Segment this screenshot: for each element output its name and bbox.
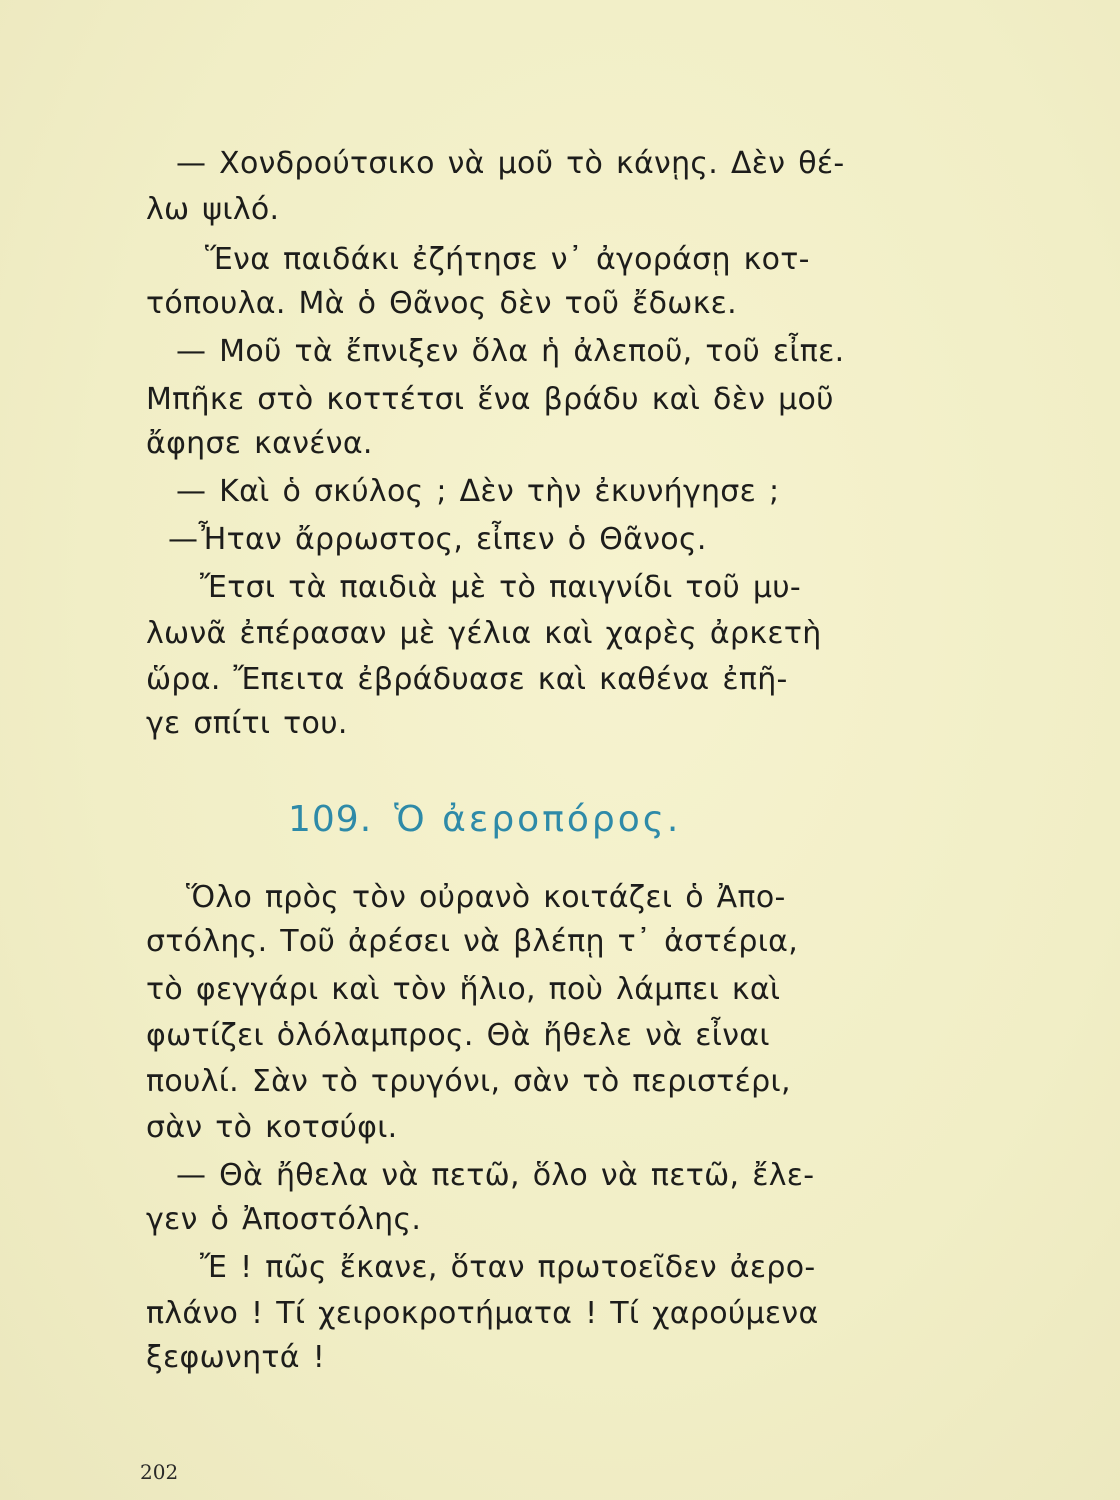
page-number: 202 <box>140 1460 179 1484</box>
text-line: — Θὰ ἤθελα νὰ πετῶ, ὅλο νὰ πετῶ, ἔλε- <box>176 1158 815 1193</box>
text-line: — Χονδρούτσικο νὰ μοῦ τὸ κάνῃς. Δὲν θέ- <box>176 146 845 181</box>
text-line: Ὅλο πρὸς τὸν οὐρανὸ κοιτάζει ὁ Ἀπο- <box>186 880 786 915</box>
text-line: Ἕνα παιδάκι ἐζήτησε ν᾽ ἀγοράσῃ κοτ- <box>205 242 810 277</box>
text-line: τόπουλα. Μὰ ὁ Θᾶνος δὲν τοῦ ἔδωκε. <box>146 286 738 321</box>
text-line: πλάνο ! Τί χειροκροτήματα ! Τί χαρούμενα <box>146 1296 819 1331</box>
text-line: — Καὶ ὁ σκύλος ; Δὲν τὴν ἐκυνήγησε ; <box>176 474 780 509</box>
text-line: ξεφωνητά ! <box>146 1340 326 1375</box>
section-number: 109. <box>288 799 373 840</box>
text-line: λω ψιλό. <box>146 192 280 227</box>
text-line: γεν ὁ Ἀποστόλης. <box>146 1202 422 1237</box>
text-line: ὥρα. Ἔπειτα ἐβράδυασε καὶ καθένα ἐπῆ- <box>146 662 788 697</box>
text-line: —Ἦταν ἄρρωστος, εἶπεν ὁ Θᾶνος. <box>168 522 707 557</box>
section-heading <box>288 796 681 844</box>
text-line: σὰν τὸ κοτσύφι. <box>146 1110 398 1145</box>
text-line: Ἔτσι τὰ παιδιὰ μὲ τὸ παιγνίδι τοῦ μυ- <box>200 570 802 605</box>
text-line: ἄφησε κανένα. <box>146 426 373 461</box>
text-line: πουλί. Σὰν τὸ τρυγόνι, σὰν τὸ περιστέρι, <box>146 1064 791 1099</box>
text-line: — Μοῦ τὰ ἔπνιξεν ὅλα ἡ ἀλεποῦ, τοῦ εἶπε. <box>176 334 845 369</box>
text-line: τὸ φεγγάρι καὶ τὸν ἥλιο, ποὺ λάμπει καὶ <box>146 972 781 1007</box>
text-line: λωνᾶ ἐπέρασαν μὲ γέλια καὶ χαρὲς ἀρκετὴ <box>146 616 822 651</box>
text-line: Ἔ ! πῶς ἔκανε, ὅταν πρωτοεῖδεν ἀερο- <box>200 1250 816 1285</box>
text-line: γε σπίτι του. <box>146 706 348 741</box>
text-line: Μπῆκε στὸ κοττέτσι ἕνα βράδυ καὶ δὲν μοῦ <box>146 382 834 417</box>
text-line: στόλης. Τοῦ ἀρέσει νὰ βλέπῃ τ᾽ ἀστέρια, <box>146 924 799 959</box>
section-title: Ὁ ἀεροπόρος. <box>394 799 682 840</box>
text-line: φωτίζει ὁλόλαμπρος. Θὰ ἤθελε νὰ εἶναι <box>146 1018 770 1053</box>
